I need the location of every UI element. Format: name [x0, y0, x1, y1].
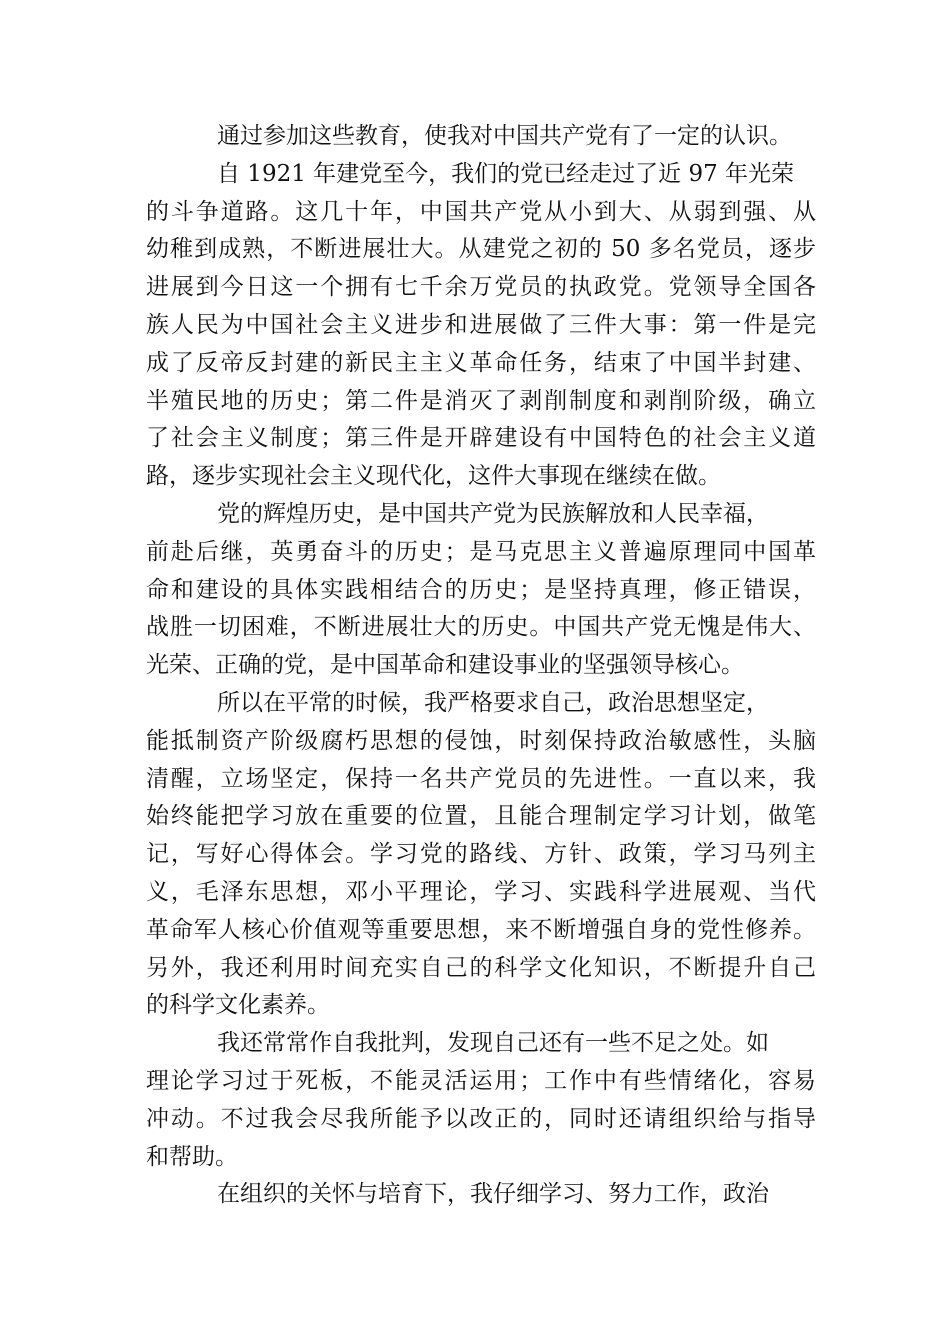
paragraph-4-line: 始终能把学习放在重要的位置，且能合理制定学习计划，做笔 [146, 803, 816, 830]
paragraph-4-line: 清醒，立场坚定，保持一名共产党员的先进性。一直以来，我 [146, 765, 816, 792]
paragraph-2-line: 成了反帝反封建的新民主主义革命任务，结束了中国半封建、 [146, 349, 816, 376]
paragraph-6-line: 在组织的关怀与培育下，我仔细学习、努力工作，政治 [217, 1181, 769, 1208]
paragraph-5-line: 和帮助。 [146, 1143, 238, 1170]
paragraph-5-line: 我还常常作自我批判，发现自己还有一些不足之处。如 [217, 1030, 769, 1057]
paragraph-3-line: 党的辉煌历史，是中国共产党为民族解放和人民幸福， [217, 500, 769, 527]
paragraph-4-line: 能抵制资产阶级腐朽思想的侵蚀，时刻保持政治敏感性，头脑 [146, 727, 816, 754]
paragraph-3-line: 战胜一切困难，不断进展壮大的历史。中国共产党无愧是伟大、 [146, 614, 816, 641]
paragraph-2-line: 幼稚到成熟，不断进展壮大。从建党之初的 50 多名党员，逐步 [146, 236, 816, 263]
paragraph-3-line: 前赴后继，英勇奋斗的历史；是马克思主义普遍原理同中国革 [146, 538, 816, 565]
document-body [146, 118, 816, 1214]
paragraph-4-line: 另外，我还利用时间充实自己的科学文化知识，不断提升自己 [146, 954, 816, 981]
paragraph-2-line: 了社会主义制度；第三件是开辟建设有中国特色的社会主义道 [146, 425, 816, 452]
paragraph-3-line: 命和建设的具体实践相结合的历史；是坚持真理，修正错误， [146, 576, 816, 603]
paragraph-1-line: 通过参加这些教育，使我对中国共产党有了一定的认识。 [217, 123, 792, 149]
paragraph-2-line: 族人民为中国社会主义进步和进展做了三件大事：第一件是完 [146, 311, 816, 338]
paragraph-3-line: 光荣、正确的党，是中国革命和建设事业的坚强领导核心。 [146, 652, 744, 679]
paragraph-4-line: 所以在平常的时候，我严格要求自己，政治思想坚定， [217, 689, 769, 716]
paragraph-2-line: 自 1921 年建党至今，我们的党已经走过了近 97 年光荣 [217, 160, 795, 187]
paragraph-2-line: 路，逐步实现社会主义现代化，这件大事现在继续在做。 [146, 463, 721, 490]
paragraph-4-line: 义，毛泽东思想，邓小平理论，学习、实践科学进展观、当代 [146, 878, 816, 905]
paragraph-2-line: 半殖民地的历史；第二件是消灭了剥削制度和剥削阶级，确立 [146, 387, 816, 414]
paragraph-2-line: 进展到今日这一个拥有七千余万党员的执政党。党领导全国各 [146, 274, 816, 301]
paragraph-5-line: 冲动。不过我会尽我所能予以改正的，同时还请组织给与指导 [146, 1105, 816, 1132]
paragraph-5-line: 理论学习过于死板，不能灵活运用；工作中有些情绪化，容易 [146, 1067, 816, 1094]
paragraph-2-line: 的斗争道路。这几十年，中国共产党从小到大、从弱到强、从 [146, 198, 816, 225]
paragraph-4-line: 的科学文化素养。 [146, 992, 330, 1019]
paragraph-4-line: 记，写好心得体会。学习党的路线、方针、政策，学习马列主 [146, 841, 816, 868]
paragraph-4-line: 革命军人核心价值观等重要思想，来不断增强自身的党性修养。 [146, 916, 816, 943]
